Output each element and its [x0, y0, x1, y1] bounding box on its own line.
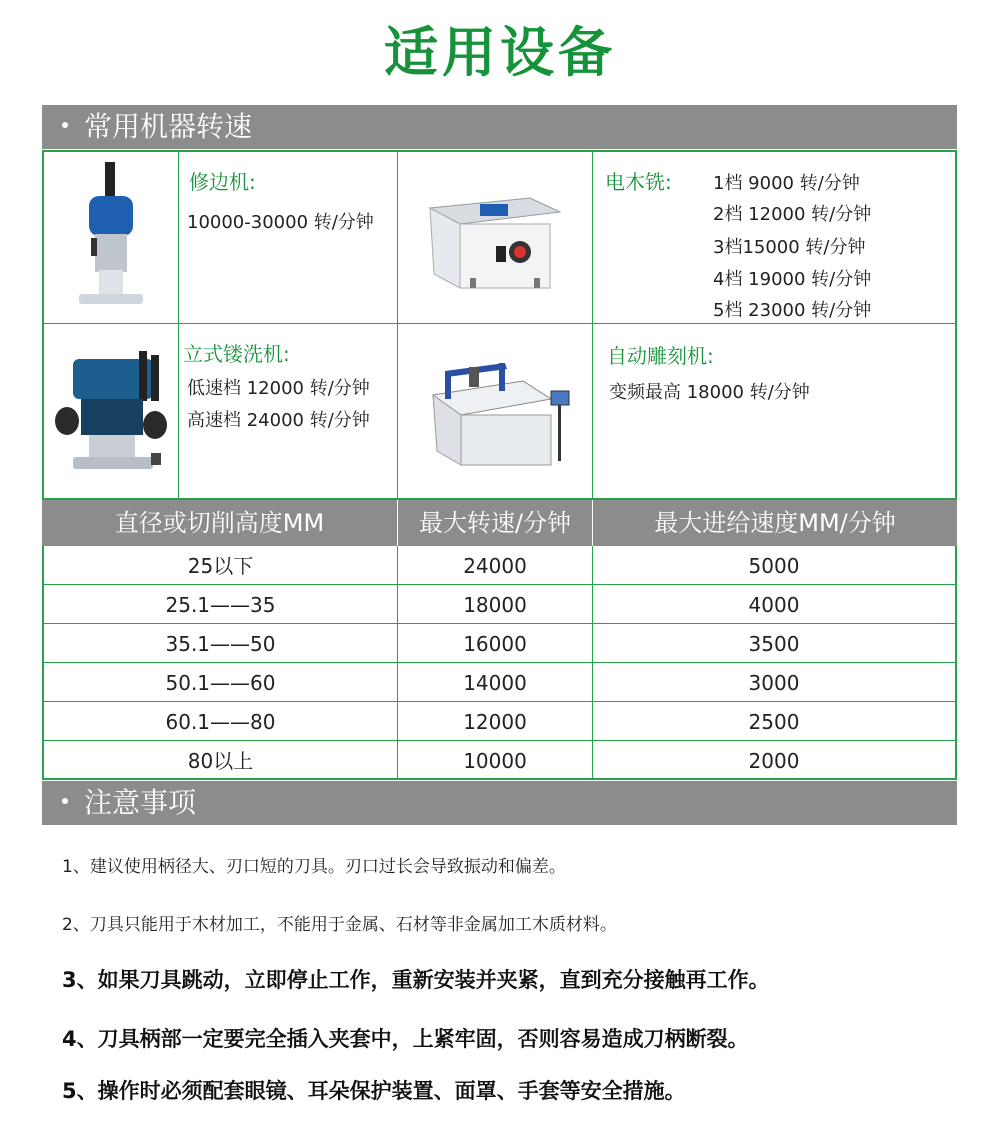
cell-feed: 3500 [748, 632, 800, 656]
header-max-feed: 最大进给速度MM/分钟 [654, 509, 896, 537]
header-diameter: 直径或切削高度MM [114, 509, 325, 537]
spindle-moulder-info [592, 150, 957, 324]
cnc-router-info [592, 323, 957, 500]
speed-gear-1: 1档 9000 转/分钟 [713, 173, 860, 194]
section-title: 注意事项 [84, 786, 197, 819]
cell-feed: 2500 [748, 710, 800, 734]
cell-rpm: 14000 [463, 671, 527, 695]
spindle-moulder-illustration [420, 178, 570, 298]
cell-diameter: 50.1——60 [165, 671, 276, 695]
speed-high: 高速档 24000 转/分钟 [187, 410, 370, 431]
cell-rpm: 12000 [463, 710, 527, 734]
speed-gear-4: 4档 19000 转/分钟 [713, 269, 872, 290]
header-max-rpm: 最大转速/分钟 [418, 509, 572, 537]
speed-max: 变频最高 18000 转/分钟 [609, 382, 810, 403]
cell-rpm: 10000 [463, 749, 527, 773]
cell-rpm: 16000 [463, 632, 527, 656]
section-title: 常用机器转速 [84, 110, 253, 143]
section-header-machine-speed [42, 105, 957, 149]
cell-rpm: 24000 [463, 554, 527, 578]
page-title: 适用设备 [384, 21, 616, 84]
cell-feed: 5000 [748, 554, 800, 578]
trimmer-illustration [61, 158, 161, 318]
cell-feed: 4000 [748, 593, 800, 617]
cell-diameter: 25以下 [187, 554, 254, 578]
note-item: 3、如果刀具跳动，立即停止工作，重新安装并夹紧，直到充分接触再工作。 [62, 968, 770, 992]
note-item: 1、建议使用柄径大、刃口短的刀具。刃口过长会导致振动和偏差。 [62, 857, 566, 877]
table-row [42, 663, 957, 702]
note-item: 5、操作时必须配套眼镜、耳朵保护装置、面罩、手套等安全措施。 [62, 1079, 686, 1103]
trimmer-info [178, 150, 398, 324]
note-item: 2、刀具只能用于木材加工，不能用于金属、石材等非金属加工木质材料。 [62, 915, 617, 935]
cell-diameter: 80以上 [187, 749, 254, 773]
speed-low: 低速档 12000 转/分钟 [187, 378, 370, 399]
note-item: 4、刀具柄部一定要完全插入夹套中，上紧牢固，否则容易造成刀柄断裂。 [62, 1027, 749, 1051]
cell-diameter: 60.1——80 [165, 710, 276, 734]
spindle-moulder-image [397, 150, 593, 324]
cell-rpm: 18000 [463, 593, 527, 617]
bullet-icon [62, 798, 68, 804]
table-row [42, 585, 957, 624]
section-header-notes [42, 781, 957, 825]
cnc-router-illustration [415, 351, 575, 471]
cell-feed: 3000 [748, 671, 800, 695]
plunge-router-info [178, 323, 398, 500]
bullet-icon [62, 122, 68, 128]
plunge-router-illustration [51, 341, 171, 481]
speed-gear-3: 3档15000 转/分钟 [713, 237, 866, 258]
speed-gear-2: 2档 12000 转/分钟 [713, 204, 872, 225]
speed-table-header [42, 500, 957, 546]
machine-name: 修边机: [189, 170, 256, 194]
trimmer-image [42, 150, 179, 324]
machine-name: 立式镂洗机: [183, 342, 290, 366]
table-row [42, 546, 957, 585]
cell-diameter: 25.1——35 [165, 593, 276, 617]
machine-name: 电木铣: [605, 170, 672, 194]
cnc-router-image [397, 323, 593, 500]
table-row [42, 741, 957, 780]
cell-feed: 2000 [748, 749, 800, 773]
speed-text: 10000-30000 转/分钟 [187, 212, 374, 233]
table-row [42, 702, 957, 741]
cell-diameter: 35.1——50 [165, 632, 276, 656]
speed-gear-5: 5档 23000 转/分钟 [713, 300, 872, 321]
table-row [42, 624, 957, 663]
machine-name: 自动雕刻机: [607, 344, 714, 368]
plunge-router-image [42, 323, 179, 500]
